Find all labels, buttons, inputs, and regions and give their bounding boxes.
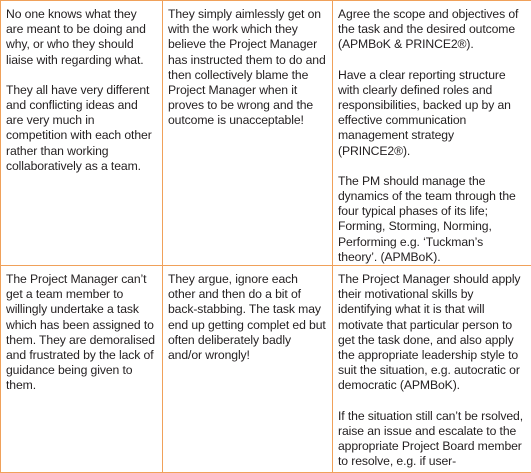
solution-cell xyxy=(333,266,531,473)
cell-paragraph: If the situation still can’t be rsolved, raise an issue and escalate to the appropriate Project Board member to resolve, e.g. if user- xyxy=(338,409,525,470)
cell-paragraph: The Project Manager should apply their motivational skills by identifying what it is that will motivate that particular person to get the task done, and also apply the appropriate leadership style to suit the situation, e.g. autocratic or democratic (APMBoK). xyxy=(338,272,525,394)
solution-cell xyxy=(333,1,531,266)
problem-cell xyxy=(1,1,163,266)
cell-paragraph: No one knows what they are meant to be doing and why, or who they should liaise with regarding what. xyxy=(6,7,156,68)
cell-paragraph: The PM should manage the dynamics of the team through the four typical phases of its life; Forming, Storming, Norming, Performing e.g. ‘Tuckman’s theory’. (APMBoK). xyxy=(338,174,525,265)
consequence-cell xyxy=(163,1,333,266)
problem-cell xyxy=(1,266,163,473)
cell-paragraph: Have a clear reporting structure with clearly defined roles and responsibilities, backed up by an effective communication management strategy (PRINCE2®). xyxy=(338,68,525,159)
cell-paragraph: They all have very different and conflicting ideas and are very much in competition with each other rather than working collaboratively as a team. xyxy=(6,83,156,174)
cell-paragraph: Agree the scope and objectives of the task and the desired outcome (APMBoK & PRINCE2®). xyxy=(338,7,525,53)
cell-paragraph: They simply aimlessly get on with the work which they believe the Project Manager has instructed them to do and then collectively blame the Project Manager when it proves to be wrong and the outcome is unacceptable! xyxy=(168,7,326,129)
consequence-cell xyxy=(163,266,333,473)
cell-paragraph: The Project Manager can’t get a team member to willingly undertake a task which has been assigned to them. They are demoralised and frustrated by the lack of guidance being given to them. xyxy=(6,272,156,394)
table-row xyxy=(1,1,531,266)
cell-paragraph: They argue, ignore each other and then do a bit of back-stabbing. The task may end up getting complet ed but often deliberately badly and/or wrongly! xyxy=(168,272,326,363)
table-row xyxy=(1,266,531,473)
